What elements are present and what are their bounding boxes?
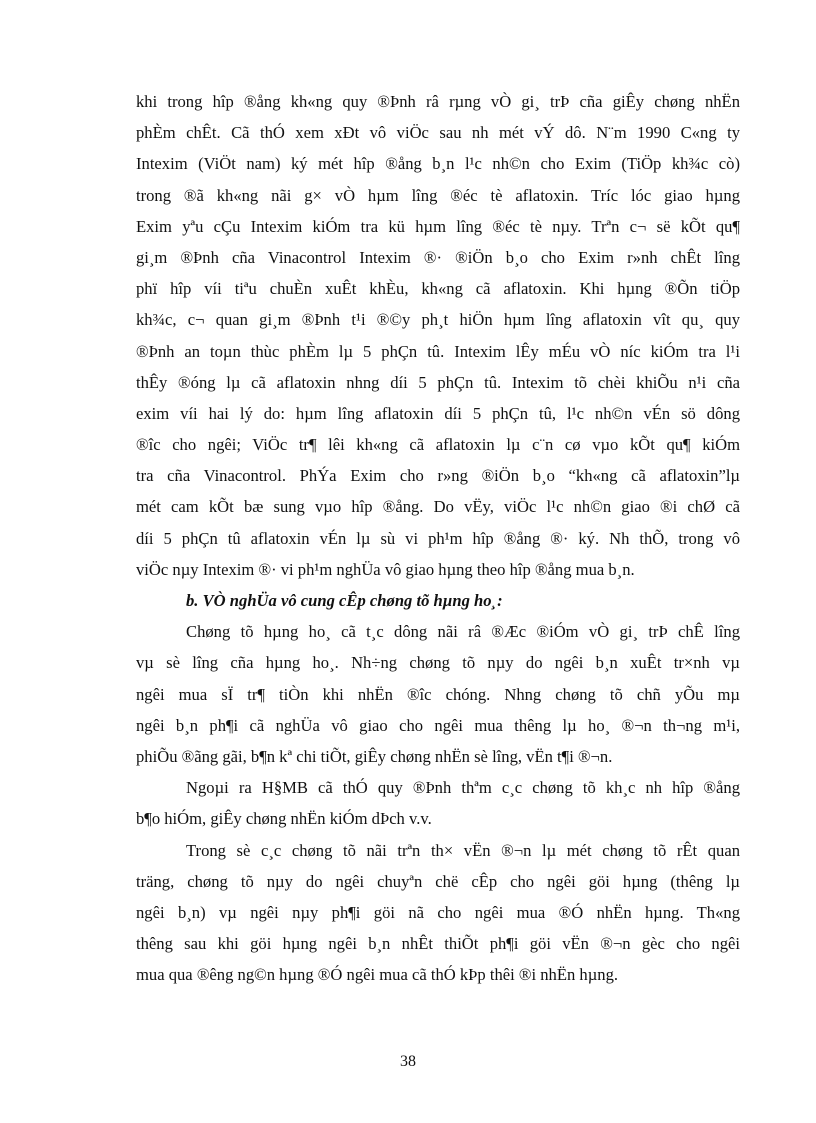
text-line: Exim yªu cÇu Intexim kiÓm tra kü hµm lîng ®éc tè nµy. Trªn c¬ së kÕt qu¶: [136, 216, 740, 236]
text-line: thÊy ®óng lµ cã aflatoxin nhng díi 5 phÇn tû. Intexim tõ chèi khiÕu n¹i cña: [136, 372, 740, 392]
section-heading: b. VÒ nghÜa vô cung cÊp chøng tõ hµng ho¸:: [186, 591, 503, 610]
text-line: ngêi b¸n ph¶i cã nghÜa vô giao cho ngêi mua thêng lµ ho¸ ®¬n th¬ng m¹i,: [136, 715, 740, 735]
text-line: Chøng tõ hµng ho¸ cã t¸c dông nãi râ ®Æc ®iÓm vÒ gi¸ trÞ chÊ lîng: [186, 622, 740, 642]
text-line: tra cña Vinacontrol. PhÝa Exim cho r»ng ®iÖn b¸o “kh«ng cã aflatoxin”lµ: [136, 466, 740, 486]
text-line: träng, chøng tõ nµy do ngêi chuyªn chë cÊp cho ngêi göi hµng (thêng lµ: [136, 871, 740, 891]
text-line: phï hîp víi tiªu chuÈn xuÊt khÈu, kh«ng cã aflatoxin. Khi hµng ®Õn tiÖp: [136, 279, 740, 299]
text-line: exim víi hai lý do: hµm lîng aflatoxin díi 5 phÇn tû, l¹c nh©n vÉn sö dông: [136, 403, 740, 423]
body-text: [136, 86, 740, 990]
text-line: ®Þnh an toµn thùc phÈm lµ 5 phÇn tû. Intexim lÊy mÉu vÒ níc kiÓm tra l¹i: [136, 341, 740, 361]
text-line: khi trong hîp ®ång kh«ng quy ®Þnh râ rµng vÒ gi¸ trÞ cña giÊy chøng nhËn: [136, 92, 740, 111]
text-line: phiÕu ®ãng gãi, b¶n kª chi tiÕt, giÊy chøng nhËn sè lîng, vËn t¶i ®¬n.: [136, 746, 613, 766]
text-line: Ngoµi ra H§MB cã thÓ quy ®Þnh thªm c¸c chøng tõ kh¸c nh hîp ®ång: [186, 778, 740, 798]
text-line: ngêi b¸n) vµ ngêi nµy ph¶i göi nã cho ngêi mua ®Ó nhËn hµng. Th«ng: [136, 902, 740, 922]
text-line: gi¸m ®Þnh cña Vinacontrol Intexim ®· ®iÖn b¸o cho Exim r»nh chÊt lîng: [136, 247, 740, 267]
text-line: vµ sè lîng cña hµng ho¸. Nh÷ng chøng tõ nµy do ngêi b¸n xuÊt tr×nh vµ: [136, 653, 740, 673]
text-line: Trong sè c¸c chøng tõ nãi trªn th× vËn ®¬n lµ mét chøng tõ rÊt quan: [186, 840, 740, 860]
text-line: Intexim (ViÖt nam) ký mét hîp ®ång b¸n l¹c nh©n cho Exim (TiÖp kh¾c cò): [136, 154, 740, 174]
text-line: kh¾c, c¬ quan gi¸m ®Þnh t¹i ®©y ph¸t hiÖn hµm lîng aflatoxin vît qu¸ quy: [136, 310, 740, 330]
text-line: trong ®ã kh«ng nãi g× vÒ hµm lîng ®éc tè aflatoxin. Tríc lóc giao hµng: [136, 185, 740, 205]
text-line: mét cam kÕt bæ sung vµo hîp ®ång. Do vËy, viÖc l¹c nh©n giao ®i chØ cã: [136, 497, 740, 517]
text-line: díi 5 phÇn tû aflatoxin vÉn lµ sù vi ph¹m hîp ®ång ®· ký. Nh thÕ, trong vô: [136, 528, 740, 548]
text-line: viÖc nµy Intexim ®· vi ph¹m nghÜa vô giao hµng theo hîp ®ång mua b¸n.: [136, 559, 635, 579]
text-line: thêng sau khi göi hµng ngêi b¸n nhÊt thiÕt ph¶i göi vËn ®¬n gèc cho ngêi: [136, 934, 740, 954]
text-line: ®îc cho ngêi; ViÖc tr¶ lêi kh«ng cã aflatoxin lµ c¨n cø vµo kÕt qu¶ kiÓm: [136, 435, 740, 455]
text-line: phÈm chÊt. Cã thÓ xem xÐt vô viÖc sau nh mét vÝ dô. N¨m 1990 C«ng ty: [136, 123, 740, 143]
text-line: ngêi mua sÏ tr¶ tiÒn khi nhËn ®îc chóng. Nhng chøng tõ chñ yÕu mµ: [136, 684, 740, 704]
text-line: mua qua ®êng ng©n hµng ®Ó ngêi mua cã thÓ kÞp thêi ®i nhËn hµng.: [136, 965, 619, 985]
page-number: 38: [400, 1053, 416, 1070]
text-line: b¶o hiÓm, giÊy chøng nhËn kiÓm dÞch v.v.: [136, 809, 432, 829]
